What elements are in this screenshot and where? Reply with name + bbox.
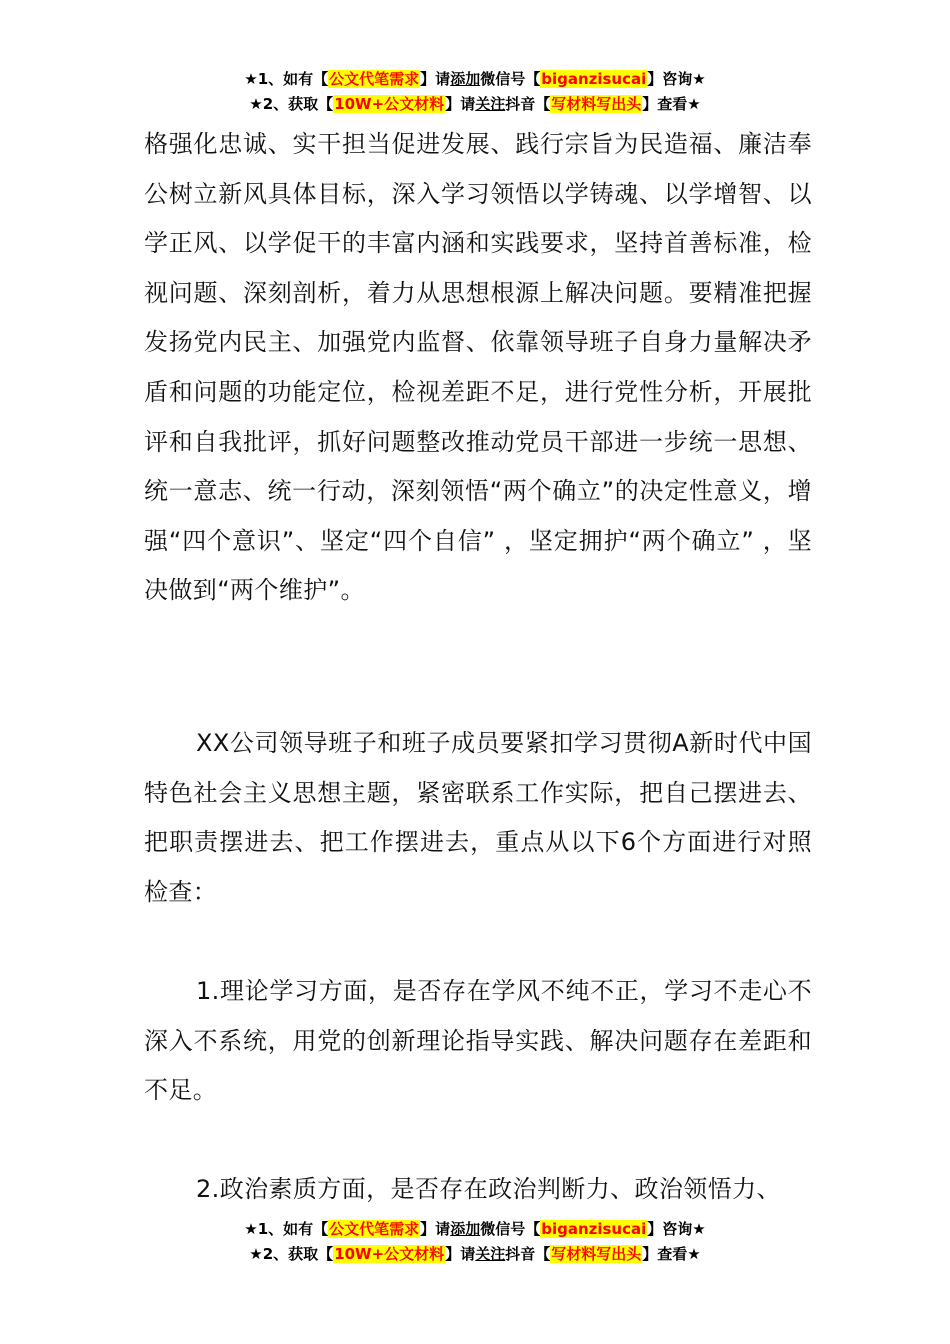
paragraph-item-1: 1.理论学习方面，是否存在学风不纯不正，学习不走心不深入不系统，用党的创新理论指导实践、解决问题存在差距和不足。 bbox=[144, 977, 812, 1105]
paragraph-continuation: 格强化忠诚、实干担当促进发展、践行宗旨为民造福、廉洁奉公树立新风具体目标，深入学习领悟以学铸魂、以学增智、以学正风、以学促干的丰富内涵和实践要求，坚持首善标准，检视问题、深刻剖析，着力从思想根源上解决问题。要精准把握发扬党内民主、加强党内监督、依靠领导班子自身力量解决矛盾和问题的功能定位，检视差距不足，进行党性分析，开展批评和自我批评，抓好问题整改推动党员干部进一步统一思想、统一意志、统一行动，深刻领悟“两个确立”的决定性意义，增强“四个意识”、坚定“四个自信” ，坚定拥护“两个确立” ，坚决做到“两个维护”。 bbox=[144, 130, 812, 605]
highlight-wechat-id: biganzisucai bbox=[541, 70, 647, 88]
highlight-materials: 10W+公文材料 bbox=[334, 95, 445, 113]
header-banner bbox=[0, 67, 950, 117]
highlight-douyin: 写材料写出头 bbox=[551, 1245, 642, 1263]
highlight-wechat-id: biganzisucai bbox=[541, 1220, 647, 1238]
banner-line-2: ★2、获取【10W+公文材料】请关注抖音【写材料写出头】查看★ bbox=[249, 1245, 701, 1263]
highlight-service: 公文代笔需求 bbox=[329, 70, 420, 88]
paragraph-item-2: 2.政治素质方面，是否存在政治判断力、政治领悟力、 bbox=[196, 1175, 781, 1203]
banner-line-2: ★2、获取【10W+公文材料】请关注抖音【写材料写出头】查看★ bbox=[249, 95, 701, 113]
footer-banner bbox=[0, 1217, 950, 1267]
paragraph-intro: XX公司领导班子和班子成员要紧扣学习贯彻A新时代中国特色社会主义思想主题，紧密联系工作实际，把自己摆进去、把职责摆进去、把工作摆进去，重点从以下6个方面进行对照检查： bbox=[144, 729, 812, 906]
banner-line-1: ★1、如有【公文代笔需求】请添加微信号【biganzisucai】咨询★ bbox=[244, 70, 706, 88]
highlight-materials: 10W+公文材料 bbox=[334, 1245, 445, 1263]
banner-line-1: ★1、如有【公文代笔需求】请添加微信号【biganzisucai】咨询★ bbox=[244, 1220, 706, 1238]
highlight-service: 公文代笔需求 bbox=[329, 1220, 420, 1238]
highlight-douyin: 写材料写出头 bbox=[551, 95, 642, 113]
